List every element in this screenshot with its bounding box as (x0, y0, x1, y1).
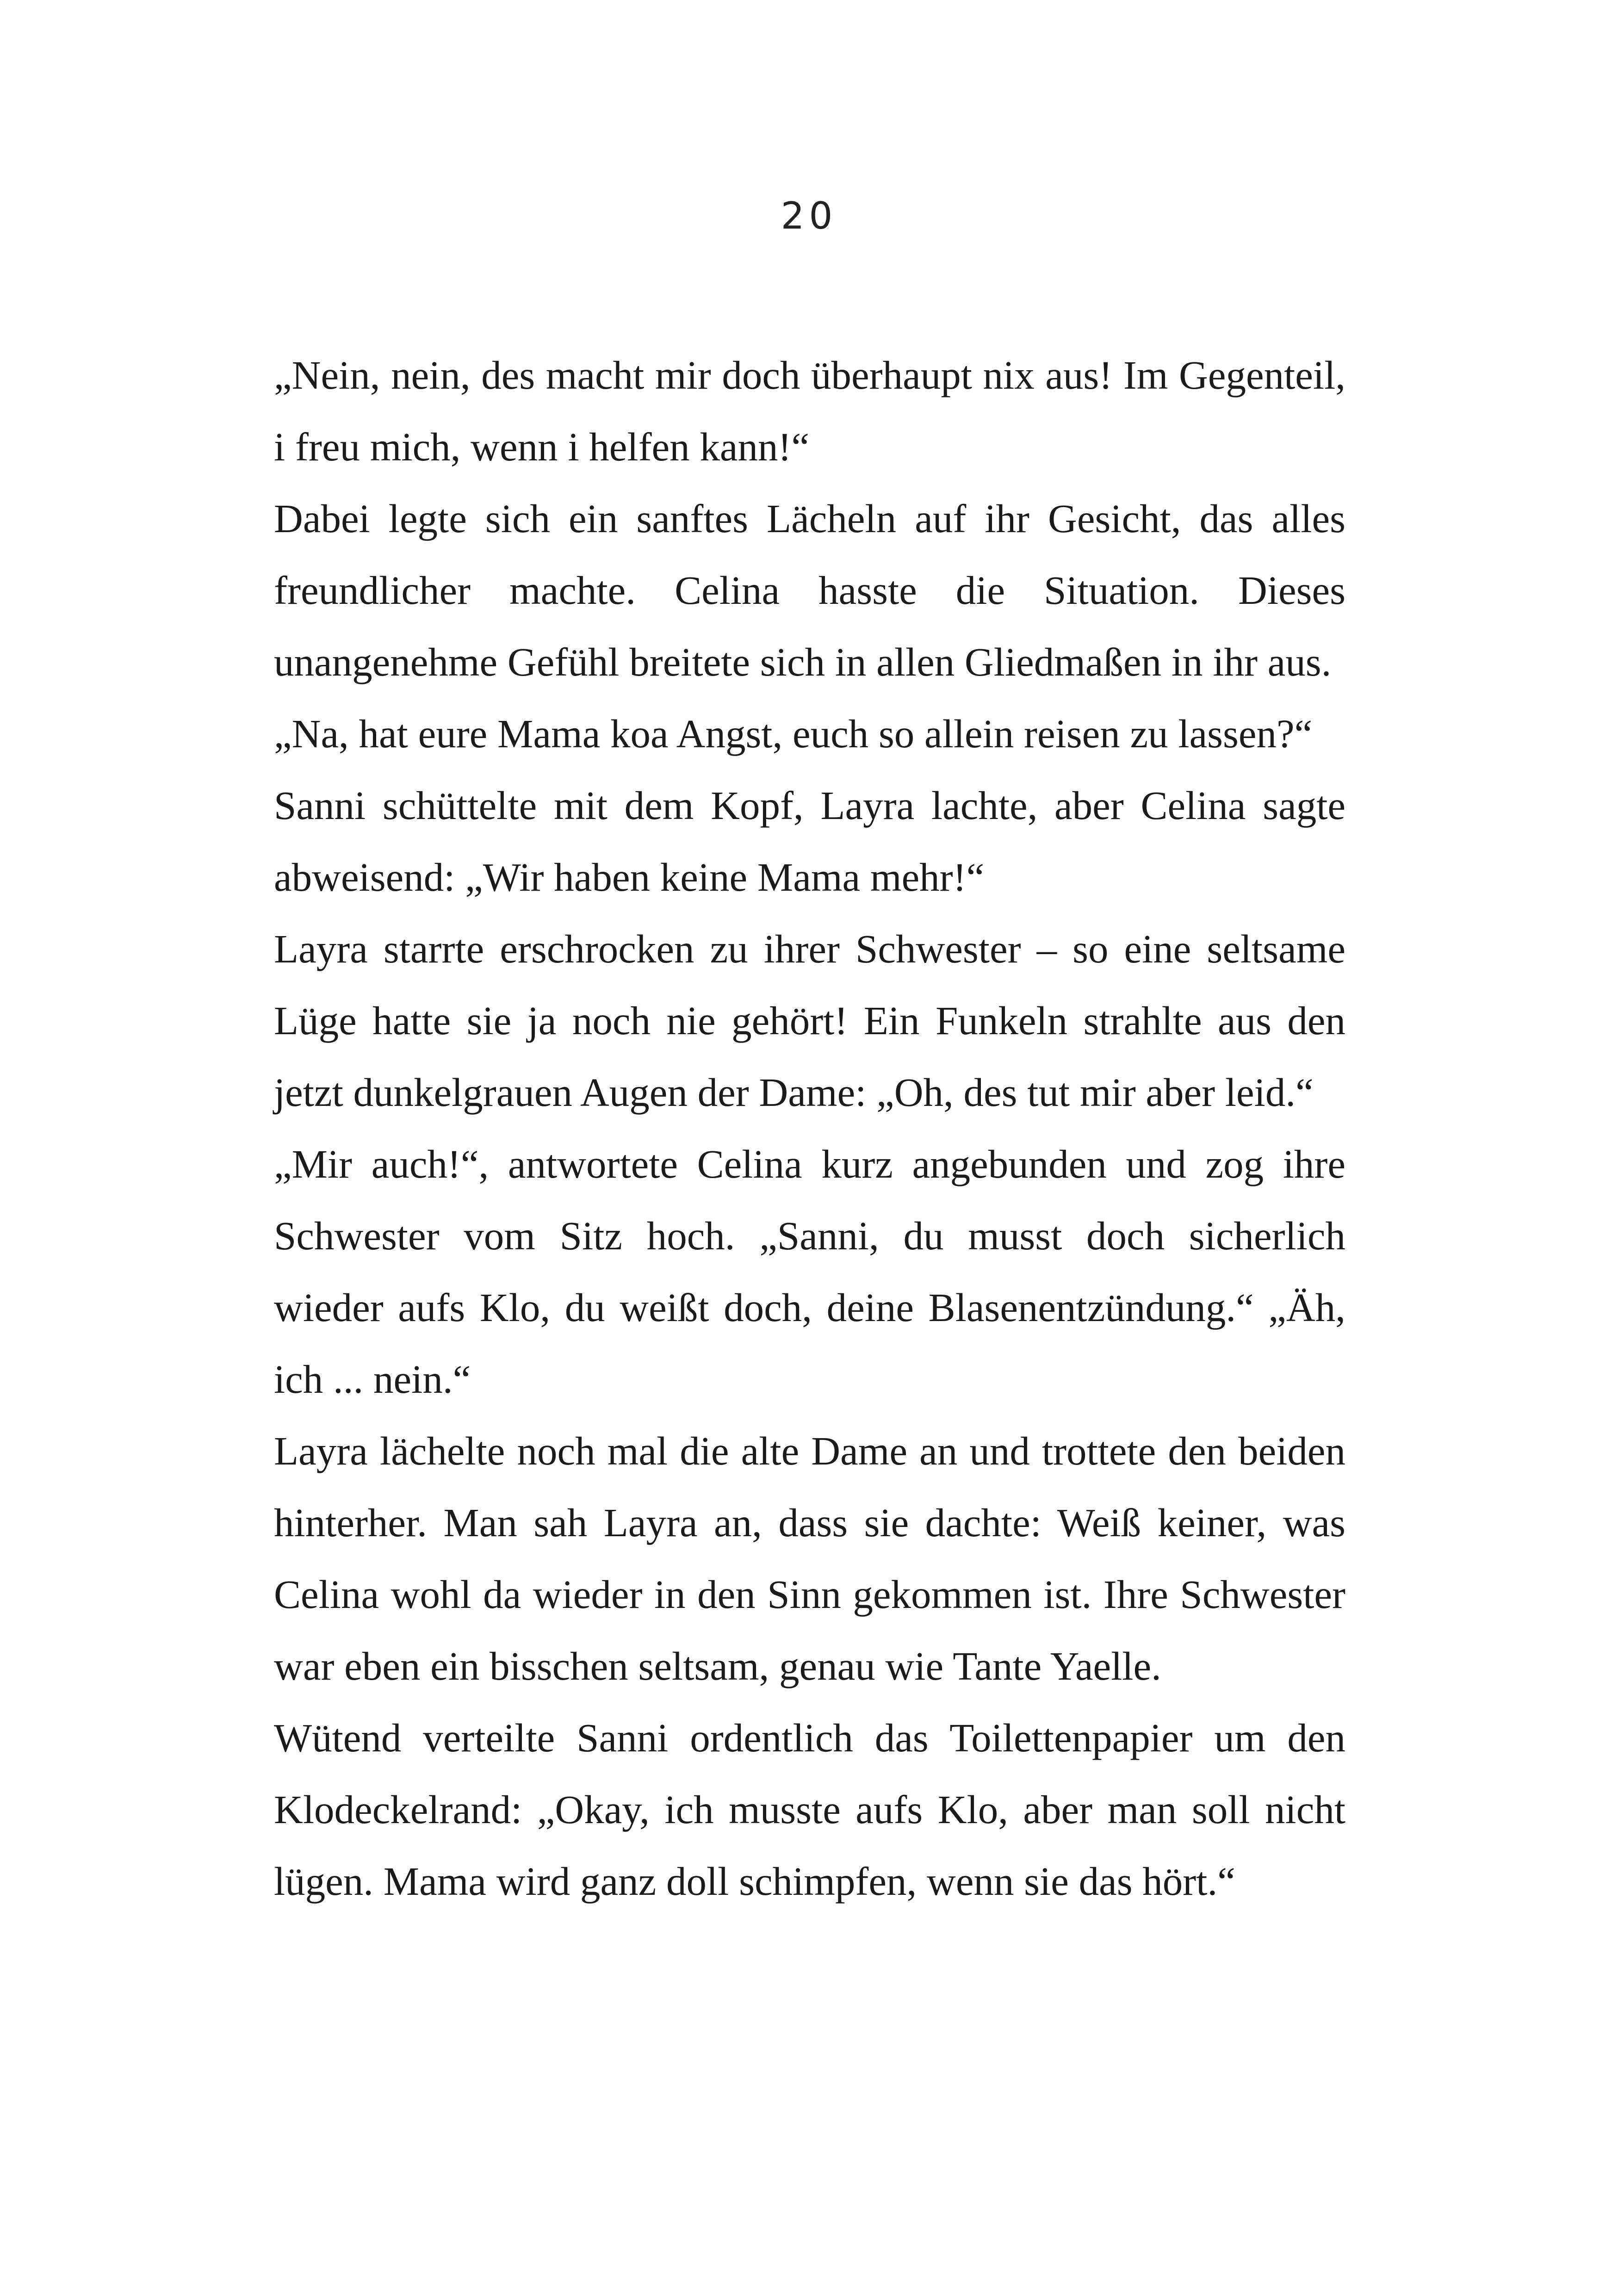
paragraph: Sanni schüttelte mit dem Kopf, Layra lachte, aber Celina sagte abweisend: „Wir haben keine Mama mehr!“ (274, 783, 1345, 900)
paragraph: „Na, hat eure Mama koa Angst, euch so allein reisen zu lassen?“ (274, 711, 1313, 756)
paragraph: Wütend verteilte Sanni ordentlich das Toilettenpapier um den Klodeckelrand: „Okay, ich musste aufs Klo, aber man soll nicht lügen. Mama wird ganz doll schimpfen, wenn sie das hört.“ (274, 1715, 1345, 1904)
paragraph: „Nein, nein, des macht mir doch überhaupt nix aus! Im Gegenteil, i freu mich, wenn i helfen kann!“ (274, 353, 1345, 469)
page-number: 20 (781, 194, 837, 237)
paragraph: „Mir auch!“, antwortete Celina kurz angebunden und zog ihre Schwester vom Sitz hoch. „Sanni, du musst doch sicherlich wieder aufs Klo, du weißt doch, deine Blasenentzündung.“ „Äh, ich ... nein.“ (274, 1142, 1345, 1402)
paragraph: Dabei legte sich ein sanftes Lächeln auf ihr Gesicht, das alles freundlicher machte. Celina hasste die Situation. Dieses unangenehme Gefühl breitete sich in allen Gliedmaßen in ihr aus. (274, 496, 1345, 684)
body-text (274, 339, 1345, 1917)
paragraph: Layra lächelte noch mal die alte Dame an und trottete den beiden hinterher. Man sah Layra an, dass sie dachte: Weiß keiner, was Celina wohl da wieder in den Sinn gekommen ist. Ihre Schwester war eben ein bisschen seltsam, genau wie Tante Yaelle. (274, 1428, 1345, 1688)
paragraph: Layra starrte erschrocken zu ihrer Schwester – so eine seltsame Lüge hatte sie ja noch nie gehört! Ein Funkeln strahlte aus den jetzt dunkelgrauen Augen der Dame: „Oh, des tut mir aber leid.“ (274, 926, 1345, 1115)
